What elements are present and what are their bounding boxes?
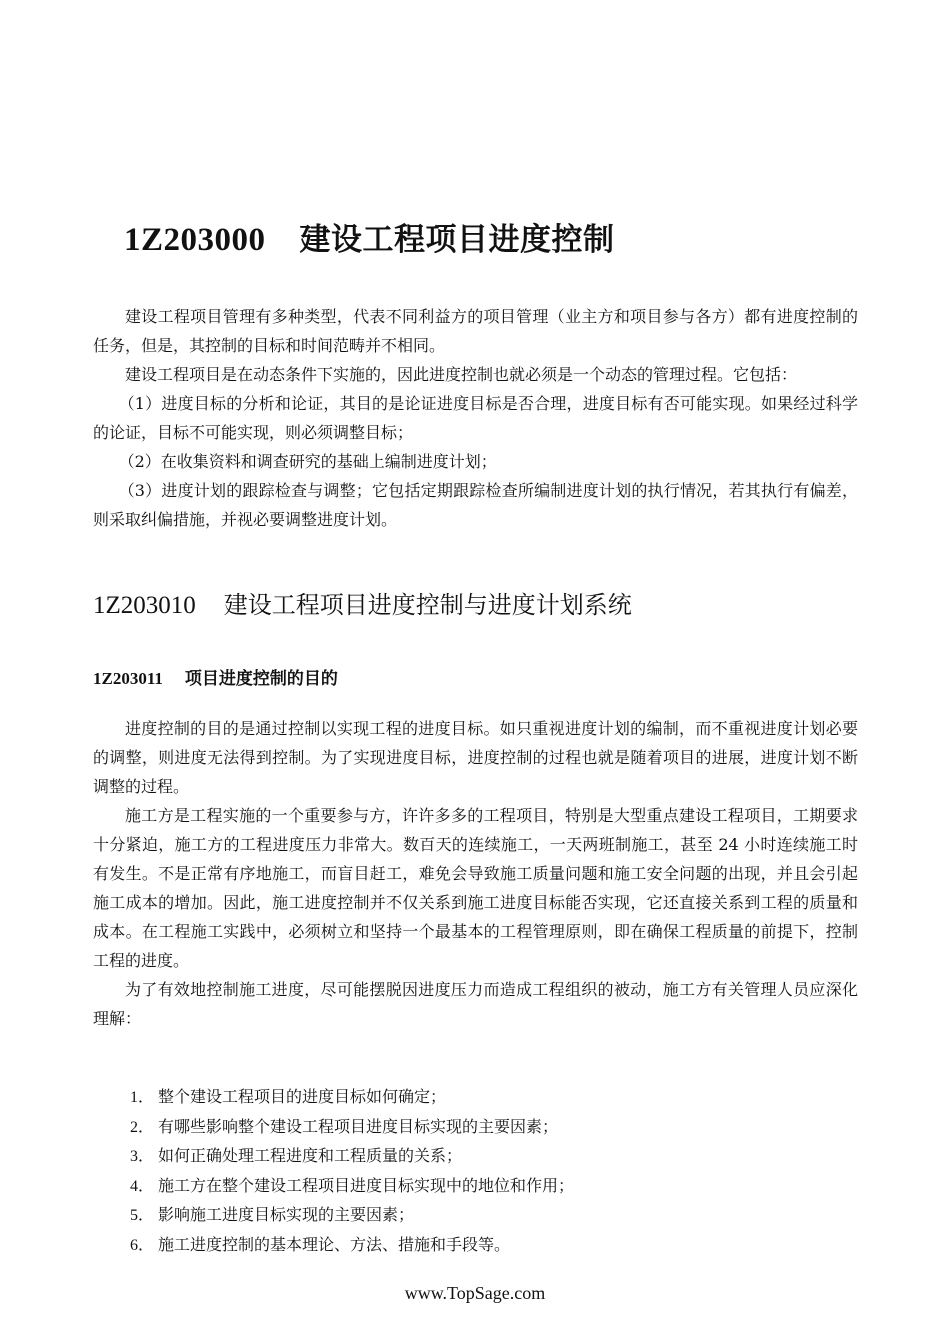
list-item <box>130 1172 574 1202</box>
body-paragraph: 进度控制的目的是通过控制以实现工程的进度目标。如只重视进度计划的编制，而不重视进度计划必要的调整，则进度无法得到控制。为了实现进度目标，进度控制的过程也就是随着项目的进展，进度计划不断调整的过程。 <box>93 719 858 796</box>
body-paragraph: 为了有效地控制施工进度，尽可能摆脱因进度压力而造成工程组织的被动，施工方有关管理人员应深化理解： <box>93 980 858 1028</box>
list-item-text: 施工进度控制的基本理论、方法、措施和手段等。 <box>158 1234 511 1254</box>
intro-paragraph: 建设工程项目管理有多种类型，代表不同利益方的项目管理（业主方和项目参与各方）都有进度控制的任务，但是，其控制的目标和时间范畴并不相同。 <box>93 307 858 355</box>
list-item-text: 有哪些影响整个建设工程项目进度目标实现的主要因素； <box>158 1116 559 1136</box>
section-heading <box>93 585 632 626</box>
list-item-text: 施工方在整个建设工程项目进度目标实现中的地位和作用； <box>158 1175 575 1195</box>
footer-url: www.TopSage.com <box>404 1283 546 1303</box>
list-item-text: 如何正确处理工程进度和工程质量的关系； <box>158 1146 463 1166</box>
list-item-text: 整个建设工程项目的进度目标如何确定； <box>158 1087 447 1106</box>
section-code: 1Z203010 <box>93 592 196 619</box>
list-item-number: 1． <box>130 1089 155 1106</box>
list-item <box>130 1142 574 1172</box>
list-item <box>130 1201 574 1231</box>
intro-block <box>93 302 858 534</box>
subsection-heading <box>93 664 338 694</box>
list-item-number: 5． <box>130 1207 155 1225</box>
list-item <box>130 1083 574 1113</box>
list-item <box>130 1113 574 1143</box>
list-item-text: 影响施工进度目标实现的主要因素； <box>158 1205 415 1225</box>
subsection-code: 1Z203011 <box>93 669 163 688</box>
section-title: 建设工程项目进度控制与进度计划系统 <box>223 591 632 619</box>
list-item-number: 4． <box>130 1177 155 1195</box>
chapter-code: 1Z203000 <box>124 222 266 258</box>
list-item-number: 3． <box>130 1148 155 1166</box>
numbered-list <box>130 1083 574 1261</box>
list-item-number: 6． <box>130 1236 155 1254</box>
list-item <box>130 1231 574 1261</box>
subsection-title: 项目进度控制的目的 <box>184 669 338 689</box>
body-block <box>93 714 858 1033</box>
list-item-number: 2． <box>130 1118 155 1136</box>
intro-paragraph: 建设工程项目是在动态条件下实施的，因此进度控制也就必须是一个动态的管理过程。它包括： <box>125 365 798 384</box>
chapter-title: 建设工程项目进度控制 <box>299 222 615 258</box>
intro-list-item: （1）进度目标的分析和论证，其目的是论证进度目标是否合理，进度目标有否可能实现。如果经过科学的论证，目标不可能实现，则必须调整目标； <box>93 394 858 442</box>
body-paragraph: 施工方是工程实施的一个重要参与方，许许多多的工程项目，特别是大型重点建设工程项目，工期要求十分紧迫，施工方的工程进度压力非常大。数百天的连续施工，一天两班制施工，甚至 24 小时连续施工时有发生。不是正常有序地施工，而盲目赶工，难免会导致施工质量问题和施工安全问题的出现，并且会引起施工成本的增加。因此，施工进度控制并不仅关系到施工进度目标能否实现，它还直接关系到工程的质量和成本。在工程施工实践中，必须树立和坚持一个最基本的工程管理原则，即在确保工程质量的前提下，控制工程的进度。 <box>93 806 858 970</box>
intro-list-item: （3）进度计划的跟踪检查与调整；它包括定期跟踪检查所编制进度计划的执行情况，若其执行有偏差，则采取纠偏措施，并视必要调整进度计划。 <box>93 481 858 529</box>
intro-list-item: （2）在收集资料和调查研究的基础上编制进度计划； <box>118 452 497 471</box>
chapter-heading <box>124 216 615 264</box>
